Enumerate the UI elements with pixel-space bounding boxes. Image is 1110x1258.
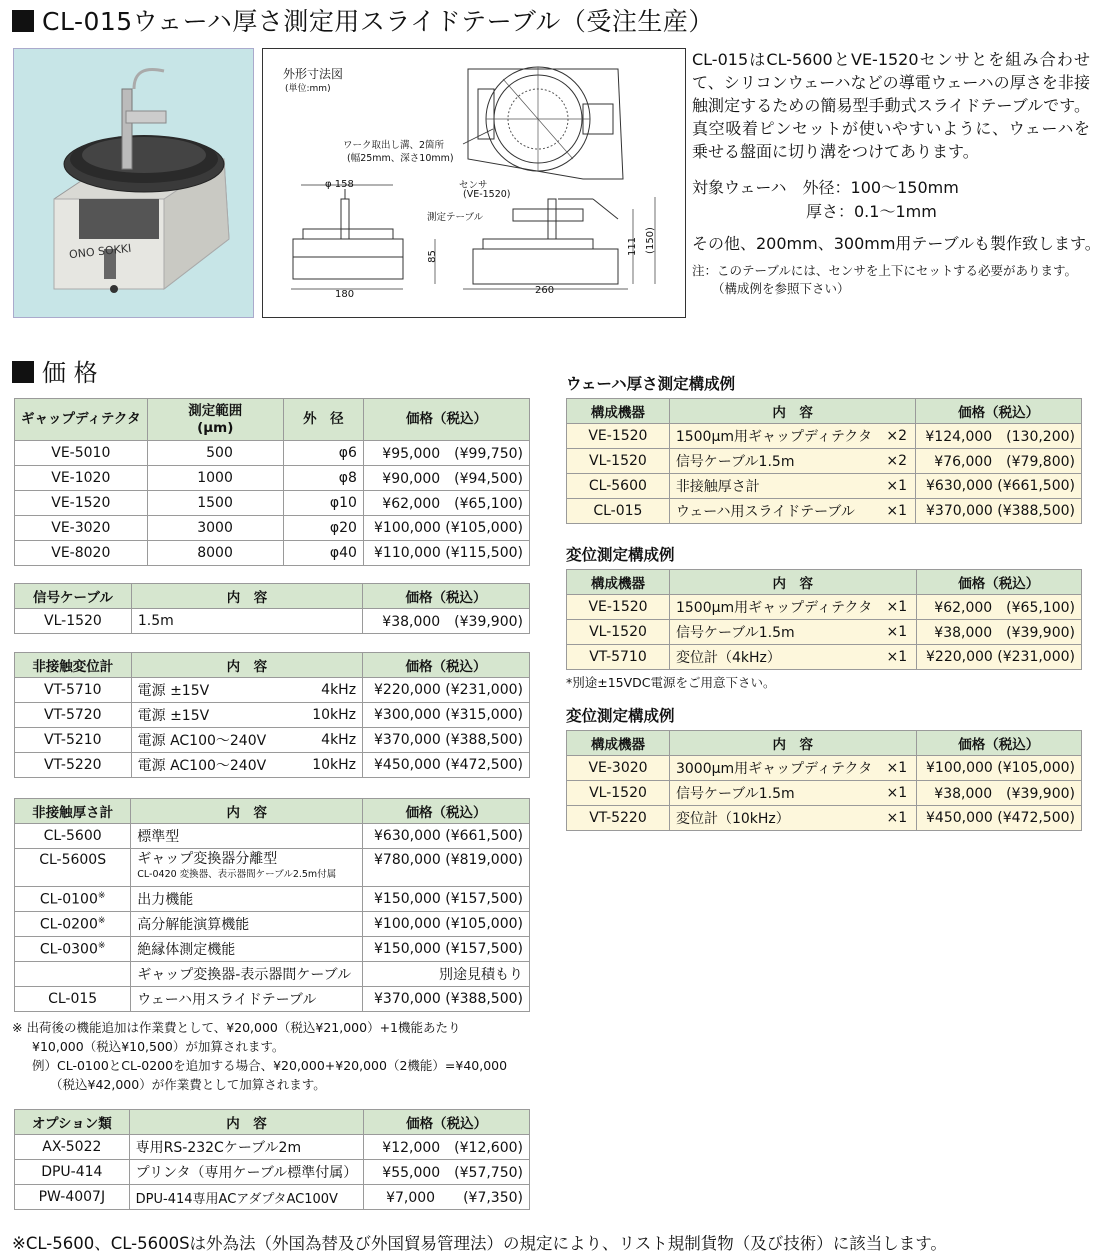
header-cell: 非接触変位計: [15, 653, 132, 678]
table-row: [567, 806, 1082, 831]
header-cell: 構成機器: [567, 570, 670, 595]
content-cell: 3000μm用ギャップディテクタ: [669, 756, 878, 781]
table-row: [15, 753, 530, 778]
price-cell: ¥38,000 (¥39,900): [916, 620, 1081, 645]
model-cell: CL-5600: [567, 474, 670, 499]
qty-cell: ×1: [878, 595, 916, 620]
power-cell: 電源 AC100〜240V: [131, 728, 281, 753]
export-control-note: ※CL-5600、CL-5600Sは外為法（外国為替及び外国貿易管理法）の規定により、リスト規制貨物（及び技術）に該当します。: [12, 1234, 947, 1253]
header-cell: 価格（税込）: [916, 399, 1082, 424]
qty-cell: ×1: [878, 499, 916, 524]
header-cell: 構成機器: [567, 731, 670, 756]
header-cell: 外 径: [283, 399, 363, 441]
qty-cell: ×1: [878, 474, 916, 499]
freq-cell: 4kHz: [281, 678, 363, 703]
header-cell: 価格（税込）: [363, 653, 530, 678]
content-cell: 1500μm用ギャップディテクタ: [669, 424, 878, 449]
model-cell: VE-3020: [15, 516, 148, 541]
table-label: 測定テーブル: [427, 212, 484, 223]
model-cell: VE-5010: [15, 441, 148, 466]
table-row: [15, 987, 530, 1012]
table-row: [15, 962, 530, 987]
table-header: [567, 570, 1082, 595]
header-cell: 価格（税込）: [916, 731, 1081, 756]
header-cell: ギャップディテクタ: [15, 399, 148, 441]
table-row: [567, 499, 1082, 524]
content-cell: 非接触厚さ計: [669, 474, 878, 499]
price-cell: ¥150,000 (¥157,500): [363, 937, 530, 962]
table-header: [15, 653, 530, 678]
header-cell: 測定範囲 (μm): [147, 399, 283, 441]
power-cell: 電源 ±15V: [131, 703, 281, 728]
price-cell: 別途見積もり: [363, 962, 530, 987]
content-cell: 信号ケーブル1.5m: [669, 781, 878, 806]
options-table: [14, 1109, 530, 1210]
table-row: [567, 645, 1082, 670]
header-cell: オプション類: [15, 1110, 130, 1135]
table-row: [15, 912, 530, 937]
footnote-line3: 例）CL-0100とCL-0200を追加する場合、¥20,000+¥20,000（2機能）=¥40,000: [32, 1058, 508, 1073]
model-cell: AX-5022: [15, 1135, 130, 1160]
qty-cell: ×1: [878, 620, 916, 645]
model-cell: [15, 912, 131, 937]
content-cell: ギャップ変換器-表示器間ケーブル: [131, 962, 363, 987]
table-row: [15, 441, 530, 466]
model-cell: VT-5210: [15, 728, 132, 753]
model-cell: VE-8020: [15, 541, 148, 566]
power-cell: 電源 ±15V: [131, 678, 281, 703]
example3-table: [566, 730, 1082, 831]
header-cell: 内 容: [669, 570, 916, 595]
qty-cell: ×1: [878, 756, 916, 781]
header-cell: 内 容: [669, 731, 916, 756]
freq-cell: 10kHz: [281, 703, 363, 728]
model-cell: CL-015: [15, 987, 131, 1012]
price-cell: ¥370,000 (¥388,500): [363, 728, 530, 753]
content-cell: 専用RS-232Cケーブル2m: [129, 1135, 364, 1160]
square-bullet-icon: [12, 10, 34, 32]
example2-title: 変位測定構成例: [566, 546, 675, 564]
footnote-line4: （税込¥42,000）が作業費として加算されます。: [50, 1077, 326, 1092]
content-cell: ウェーハ用スライドテーブル: [669, 499, 878, 524]
table-row: [15, 609, 530, 634]
model-cell: VT-5220: [567, 806, 670, 831]
dim-111: 111: [627, 236, 639, 257]
table-row: [567, 449, 1082, 474]
table-row: [567, 620, 1082, 645]
content-cell: DPU-414専用ACアダプタAC100V: [129, 1185, 364, 1210]
price-cell: ¥100,000 (¥105,000): [916, 756, 1081, 781]
header-cell: 内 容: [129, 1110, 364, 1135]
sensor-label: センサ: [459, 180, 488, 191]
model-cell: VE-1520: [567, 424, 670, 449]
price-cell: ¥220,000 (¥231,000): [363, 678, 530, 703]
table-row: [15, 849, 530, 887]
content-cell: ウェーハ用スライドテーブル: [131, 987, 363, 1012]
footnote-line2: ¥10,000（税込¥10,500）が加算されます。: [32, 1039, 285, 1054]
price-cell: ¥62,000 (¥65,100): [363, 491, 529, 516]
content-main: ギャップ変換器分離型: [137, 851, 278, 867]
header-cell: 価格（税込）: [916, 570, 1081, 595]
model-text: CL-0100: [39, 891, 98, 908]
model-cell: VT-5720: [15, 703, 132, 728]
content-cell: 1.5m: [131, 609, 362, 634]
square-bullet-icon: [12, 361, 34, 383]
model-cell: VL-1520: [567, 620, 670, 645]
table-row: [15, 1160, 530, 1185]
header-cell: 非接触厚さ計: [15, 799, 131, 824]
dim-phi158: φ 158: [325, 179, 354, 190]
price-cell: ¥780,000 (¥819,000): [363, 849, 530, 887]
example2-note: *別途±15VDC電源をご用意下さい。: [566, 675, 776, 690]
model-cell: [15, 962, 131, 987]
header-cell: 内 容: [669, 399, 916, 424]
drawing-unit: (単位:mm): [285, 84, 331, 94]
example1-table: [566, 398, 1082, 524]
product-photo: [13, 48, 254, 318]
note-mark: ※: [97, 890, 106, 901]
drawing-title: 外形寸法図: [283, 67, 344, 81]
diameter-cell: φ8: [283, 466, 363, 491]
range-cell: 3000: [147, 516, 283, 541]
sensor-model: (VE-1520): [463, 189, 511, 200]
table-row: [15, 466, 530, 491]
content-cell: 絶縁体測定機能: [131, 937, 363, 962]
dim-260: 260: [535, 285, 555, 296]
qty-cell: ×2: [878, 424, 916, 449]
example2-table: [566, 569, 1082, 670]
content-cell: 信号ケーブル1.5m: [669, 620, 878, 645]
model-cell: DPU-414: [15, 1160, 130, 1185]
model-cell: VE-1520: [567, 595, 670, 620]
footnote-line1: ※ 出荷後の機能追加は作業費として、¥20,000（税込¥21,000）+1機能あたり: [12, 1020, 461, 1035]
header-cell: 信号ケーブル: [15, 584, 132, 609]
model-cell: VL-1520: [567, 449, 670, 474]
sensor-note-1: 注：このテーブルには、センサを上下にセットする必要があります。: [692, 263, 1078, 278]
table-row: [15, 728, 530, 753]
note-mark: ※: [97, 915, 106, 926]
content-cell: 出力機能: [131, 887, 363, 912]
model-cell: VE-1020: [15, 466, 148, 491]
dim-180: 180: [335, 289, 355, 300]
model-cell: VT-5710: [15, 678, 132, 703]
model-text: CL-0200: [39, 916, 98, 933]
content-cell: 標準型: [131, 824, 363, 849]
header-cell: 構成機器: [567, 399, 670, 424]
example3-title: 変位測定構成例: [566, 707, 675, 725]
price-cell: ¥124,000 (130,200): [916, 424, 1082, 449]
header-cell: 内 容: [131, 653, 362, 678]
model-cell: CL-015: [567, 499, 670, 524]
header-cell: 価格（税込）: [363, 799, 530, 824]
dim-150: (150): [644, 227, 656, 254]
price-cell: ¥300,000 (¥315,000): [363, 703, 530, 728]
product-description: CL-015はCL-5600とVE-1520センサとを組み合わせて、シリコンウェーハなどの導電ウェーハの厚さを非接触測定するための簡易型手動式スライドテーブルです。真空吸着ピンセットが使いやすいように、ウェーハを乗せる盤面に切り溝をつけてあります。: [692, 50, 1090, 161]
example1-title: ウェーハ厚さ測定構成例: [566, 375, 736, 393]
table-row: [15, 1135, 530, 1160]
price-cell: ¥370,000 (¥388,500): [363, 987, 530, 1012]
table-row: [567, 474, 1082, 499]
content-cell: 変位計（4kHz）: [669, 645, 878, 670]
price-cell: ¥55,000 (¥57,750): [364, 1160, 530, 1185]
displacement-meter-table: [14, 652, 530, 778]
price-heading-text: 価 格: [42, 359, 98, 387]
content-cell: プリンタ（専用ケーブル標準付属）: [129, 1160, 364, 1185]
sensor-note-2: （構成例を参照下さい）: [712, 281, 850, 296]
qty-cell: ×1: [878, 806, 916, 831]
brand-label: ONO SOKKI: [68, 241, 132, 262]
table-row: [567, 756, 1082, 781]
model-cell: VL-1520: [567, 781, 670, 806]
price-cell: ¥450,000 (¥472,500): [916, 806, 1081, 831]
price-cell: ¥7,000 (¥7,350): [364, 1185, 530, 1210]
qty-cell: ×2: [878, 449, 916, 474]
price-cell: ¥100,000 (¥105,000): [363, 516, 529, 541]
header-cell: 価格（税込）: [363, 399, 529, 441]
price-cell: ¥12,000 (¥12,600): [364, 1135, 530, 1160]
table-row: [15, 678, 530, 703]
model-cell: VT-5220: [15, 753, 132, 778]
header-cell: 内 容: [131, 799, 363, 824]
price-heading: [12, 356, 98, 390]
model-cell: VE-1520: [15, 491, 148, 516]
price-cell: ¥38,000 (¥39,900): [363, 609, 530, 634]
model-cell: VE-3020: [567, 756, 670, 781]
price-cell: ¥630,000 (¥661,500): [363, 824, 530, 849]
content-cell: 信号ケーブル1.5m: [669, 449, 878, 474]
table-row: [15, 824, 530, 849]
price-cell: ¥220,000 (¥231,000): [916, 645, 1081, 670]
slide-table-photo: [14, 49, 254, 318]
price-cell: ¥110,000 (¥115,500): [363, 541, 529, 566]
table-row: [567, 595, 1082, 620]
diameter-cell: φ10: [283, 491, 363, 516]
range-cell: 1500: [147, 491, 283, 516]
diameter-cell: φ20: [283, 516, 363, 541]
model-cell: CL-5600: [15, 824, 131, 849]
groove-note-1: ワーク取出し溝、2箇所: [343, 140, 445, 151]
price-cell: ¥95,000 (¥99,750): [363, 441, 529, 466]
model-cell: [15, 937, 131, 962]
table-header: [567, 731, 1082, 756]
table-header: [15, 1110, 530, 1135]
model-cell: [15, 887, 131, 912]
table-row: [567, 781, 1082, 806]
price-cell: ¥630,000 (¥661,500): [916, 474, 1082, 499]
power-cell: 電源 AC100〜240V: [131, 753, 281, 778]
table-row: [15, 887, 530, 912]
table-row: [15, 541, 530, 566]
dim-85: 85: [426, 250, 438, 263]
model-cell: CL-5600S: [15, 849, 131, 887]
table-row: [15, 937, 530, 962]
header-cell: 内 容: [131, 584, 362, 609]
content-cell: 1500μm用ギャップディテクタ: [669, 595, 878, 620]
model-cell: VL-1520: [15, 609, 132, 634]
model-cell: VT-5710: [567, 645, 670, 670]
other-tables-note: その他、200mm、300mm用テーブルも製作致します。: [692, 234, 1101, 253]
table-row: [567, 424, 1082, 449]
price-cell: ¥38,000 (¥39,900): [916, 781, 1081, 806]
thickness-meter-table: [14, 798, 530, 1012]
price-cell: ¥76,000 (¥79,800): [916, 449, 1082, 474]
price-cell: ¥90,000 (¥94,500): [363, 466, 529, 491]
table-row: [15, 1185, 530, 1210]
gap-detector-table: [14, 398, 530, 566]
table-row: [15, 516, 530, 541]
table-row: [15, 491, 530, 516]
content-cell: 高分解能演算機能: [131, 912, 363, 937]
freq-cell: 4kHz: [281, 728, 363, 753]
model-cell: PW-4007J: [15, 1185, 130, 1210]
diameter-cell: φ40: [283, 541, 363, 566]
note-mark: ※: [97, 940, 106, 951]
model-text: CL-0300: [39, 941, 98, 958]
freq-cell: 10kHz: [281, 753, 363, 778]
price-cell: ¥150,000 (¥157,500): [363, 887, 530, 912]
price-cell: ¥62,000 (¥65,100): [916, 595, 1081, 620]
signal-cable-table: [14, 583, 530, 634]
content-cell: [131, 849, 363, 887]
header-cell: 価格（税込）: [364, 1110, 530, 1135]
table-header: [15, 799, 530, 824]
table-header: [567, 399, 1082, 424]
qty-cell: ×1: [878, 645, 916, 670]
qty-cell: ×1: [878, 781, 916, 806]
page-title: [12, 4, 714, 40]
range-cell: 500: [147, 441, 283, 466]
range-cell: 8000: [147, 541, 283, 566]
target-wafer-line2: 厚さ：0.1〜1mm: [806, 202, 937, 221]
target-wafer-line1: 対象ウェーハ 外径：100〜150mm: [692, 178, 959, 197]
table-header: [15, 399, 530, 441]
content-cell: 変位計（10kHz）: [669, 806, 878, 831]
range-cell: 1000: [147, 466, 283, 491]
diameter-cell: φ6: [283, 441, 363, 466]
price-cell: ¥450,000 (¥472,500): [363, 753, 530, 778]
page-title-text: CL-015ウェーハ厚さ測定用スライドテーブル（受注生産）: [42, 7, 714, 36]
dimension-drawing: [262, 48, 686, 318]
table-row: [15, 703, 530, 728]
table-header: [15, 584, 530, 609]
price-cell: ¥100,000 (¥105,000): [363, 912, 530, 937]
content-sub: CL-0420 変換器、表示器間ケーブル2.5m付属: [137, 869, 337, 880]
groove-note-2: (幅25mm、深さ10mm): [347, 153, 454, 164]
header-cell: 価格（税込）: [363, 584, 530, 609]
price-cell: ¥370,000 (¥388,500): [916, 499, 1082, 524]
